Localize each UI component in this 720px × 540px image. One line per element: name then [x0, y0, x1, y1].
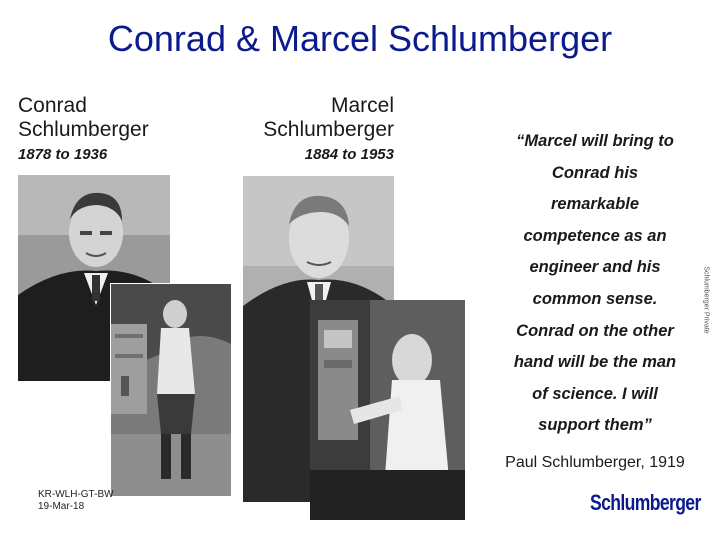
conrad-years: 1878 to 1936: [18, 146, 108, 163]
slide-title: Conrad & Marcel Schlumberger: [107, 18, 613, 59]
conrad-outdoor-photo: [110, 283, 232, 497]
marcel-name: [242, 94, 394, 142]
quote-line: engineer and his: [529, 258, 661, 277]
quote-line: “Marcel will bring to: [516, 132, 674, 150]
quote-line: remarkable: [550, 195, 640, 214]
quote-line: common sense.: [532, 289, 658, 308]
marcel-name-line2: Schlumberger: [263, 118, 394, 141]
footer-code-line1: KR-WLH-GT-BW: [38, 489, 114, 500]
quote-line: Conrad his: [551, 163, 639, 182]
quote-line: of science. I will: [532, 384, 658, 403]
marcel-years: 1884 to 1953: [304, 146, 394, 163]
schlumberger-logo: Schlumberger: [590, 490, 701, 515]
quote-line: Conrad on the other: [516, 321, 674, 340]
quote-line: hand will be the man: [513, 353, 677, 372]
quote-line: competence as an: [523, 226, 667, 245]
quote-line: support them”: [538, 416, 652, 435]
quote-block: [490, 126, 700, 442]
conrad-name: [18, 94, 149, 142]
conrad-name-line2: Schlumberger: [18, 118, 149, 141]
marcel-desk-photo: [310, 300, 465, 520]
quote-attribution: Paul Schlumberger, 1919: [505, 454, 685, 471]
confidentiality-label: Schlumberger Private: [702, 266, 710, 334]
marcel-name-line1: Marcel: [330, 94, 394, 117]
footer-code: [38, 489, 114, 513]
conrad-name-line1: Conrad: [18, 94, 87, 117]
footer-code-line2: 19-Mar-18: [38, 501, 85, 512]
